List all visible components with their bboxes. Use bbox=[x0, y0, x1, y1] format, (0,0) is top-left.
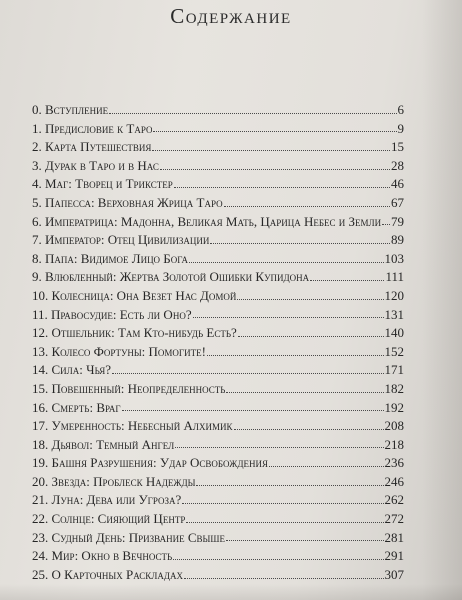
toc-entry bbox=[32, 287, 404, 306]
toc-entry-page-number: 171 bbox=[384, 362, 404, 378]
toc-entry-page-number: 246 bbox=[384, 473, 404, 489]
toc-entry-title: 22. Солнце: Сияющий Центр bbox=[32, 511, 186, 527]
toc-entry-title: 5. Папесса: Верховная Жрица Таро bbox=[32, 194, 223, 210]
toc-entry-title: 23. Судный День: Призвание Свыше bbox=[32, 529, 225, 545]
toc-entry-title: 19. Башня Разрушения: Удар Освобождения bbox=[32, 455, 268, 471]
page-edge-shadow bbox=[422, 0, 462, 600]
dot-leader bbox=[238, 336, 384, 337]
toc-entry bbox=[32, 491, 404, 510]
toc-entry-page-number: 6 bbox=[397, 102, 404, 117]
dot-leader bbox=[234, 429, 384, 430]
toc-entry bbox=[32, 175, 404, 194]
toc-entry-page-number: 208 bbox=[384, 418, 404, 434]
toc-entry bbox=[32, 324, 404, 343]
dot-leader bbox=[226, 540, 384, 541]
toc-entry-title: 8. Папа: Видимое Лицо Бога bbox=[32, 250, 188, 266]
toc-entry-page-number: 182 bbox=[384, 380, 404, 396]
toc-entry-title: 1. Предисловие к Таро bbox=[32, 120, 153, 136]
toc-entry-title: 3. Дурак в Таро и в Нас bbox=[32, 157, 159, 173]
toc-entry bbox=[32, 529, 404, 548]
toc-entry-page-number: 262 bbox=[384, 492, 404, 508]
dot-leader bbox=[237, 299, 383, 300]
toc-heading: Содержание bbox=[170, 4, 292, 28]
dot-leader bbox=[160, 169, 390, 170]
dot-leader bbox=[174, 187, 390, 188]
toc-entry bbox=[32, 547, 404, 566]
toc-entry-page-number: 79 bbox=[391, 213, 404, 229]
toc-entry-page-number: 89 bbox=[391, 232, 404, 248]
toc-entry-title: 24. Мир: Окно в Вечность bbox=[32, 548, 173, 564]
toc-entry-page-number: 9 bbox=[397, 120, 404, 136]
dot-leader bbox=[224, 206, 390, 207]
toc-entry-title: 13. Колесо Фортуны: Помогите! bbox=[32, 343, 206, 359]
dot-leader bbox=[182, 503, 383, 504]
toc-entry bbox=[32, 157, 404, 176]
toc-entry-page-number: 218 bbox=[384, 436, 404, 452]
toc-entry-page-number: 103 bbox=[384, 250, 404, 266]
toc-entry bbox=[32, 510, 404, 529]
dot-leader bbox=[210, 243, 390, 244]
toc-entry-title: 16. Смерть: Враг bbox=[32, 399, 121, 415]
toc-entry-page-number: 307 bbox=[384, 566, 404, 582]
toc-entry bbox=[32, 101, 404, 120]
toc-entry-title: 17. Умеренность: Небесный Алхимик bbox=[32, 418, 233, 434]
toc-entry-title: 25. О Карточных Раскладах bbox=[32, 566, 184, 582]
toc-entry bbox=[32, 566, 404, 585]
toc-entry-title: 12. Отшельник: Там Кто-нибудь Есть? bbox=[32, 325, 237, 341]
dot-leader bbox=[310, 280, 384, 281]
toc-entry bbox=[32, 473, 404, 492]
toc-entry-title: 14. Сила: Чья? bbox=[32, 362, 112, 378]
toc-entry-title: 10. Колесница: Она Везет Нас Домой bbox=[32, 287, 237, 303]
toc-entry bbox=[32, 120, 404, 139]
toc-entry-page-number: 272 bbox=[384, 511, 404, 527]
page-bottom-shadow bbox=[0, 584, 462, 600]
dot-leader bbox=[186, 522, 383, 523]
toc-entry bbox=[32, 306, 404, 325]
toc-entry-title: 2. Карта Путешествия bbox=[32, 139, 152, 155]
toc-entry-title: 7. Император: Отец Цивилизации bbox=[32, 232, 210, 248]
dot-leader bbox=[153, 131, 396, 132]
table-of-contents bbox=[32, 101, 404, 584]
toc-entry bbox=[32, 194, 404, 213]
toc-entry-page-number: 152 bbox=[384, 343, 404, 359]
toc-entry-page-number: 131 bbox=[384, 306, 404, 322]
dot-leader bbox=[109, 113, 396, 114]
toc-entry-title: 18. Дьявол: Темный Ангел bbox=[32, 436, 175, 452]
toc-entry bbox=[32, 417, 404, 436]
toc-entry-page-number: 236 bbox=[384, 455, 404, 471]
toc-entry bbox=[32, 380, 404, 399]
toc-entry bbox=[32, 268, 404, 287]
toc-entry-page-number: 281 bbox=[384, 529, 404, 545]
toc-entry-title: 20. Звезда: Проблеск Надежды bbox=[32, 473, 196, 489]
toc-entry-title: 15. Повешенный: Неопределенность bbox=[32, 380, 226, 396]
toc-entry-page-number: 46 bbox=[391, 176, 404, 192]
dot-leader bbox=[152, 150, 390, 151]
dot-leader bbox=[196, 485, 383, 486]
toc-entry bbox=[32, 361, 404, 380]
dot-leader bbox=[207, 355, 384, 356]
toc-entry-page-number: 15 bbox=[391, 139, 404, 155]
toc-entry-page-number: 140 bbox=[384, 325, 404, 341]
dot-leader bbox=[122, 410, 384, 411]
toc-entry bbox=[32, 231, 404, 250]
toc-entry-page-number: 120 bbox=[384, 287, 404, 303]
toc-entry-page-number: 67 bbox=[391, 194, 404, 210]
toc-entry bbox=[32, 343, 404, 362]
toc-entry-title: 4. Маг: Творец и Трикстер bbox=[32, 176, 173, 192]
toc-entry-page-number: 192 bbox=[384, 399, 404, 415]
toc-entry-title: 21. Луна: Дева или Угроза? bbox=[32, 492, 182, 508]
toc-entry-title: 0. Вступление bbox=[32, 102, 109, 117]
toc-entry bbox=[32, 213, 404, 232]
toc-entry-title: 6. Императрица: Мадонна, Великая Мать, Царица Небес и Земли bbox=[32, 213, 382, 229]
toc-entry bbox=[32, 454, 404, 473]
toc-entry-title: 11. Правосудие: Есть ли Оно? bbox=[32, 306, 192, 322]
dot-leader bbox=[189, 262, 384, 263]
toc-entry-page-number: 291 bbox=[384, 548, 404, 564]
dot-leader bbox=[112, 373, 383, 374]
dot-leader bbox=[175, 447, 383, 448]
toc-entry bbox=[32, 138, 404, 157]
dot-leader bbox=[173, 559, 383, 560]
dot-leader bbox=[382, 224, 390, 225]
toc-entry-title: 9. Влюбленный: Жертва Золотой Ошибки Купидона bbox=[32, 269, 310, 285]
toc-entry bbox=[32, 250, 404, 269]
toc-entry bbox=[32, 399, 404, 418]
dot-leader bbox=[269, 466, 384, 467]
dot-leader bbox=[193, 317, 384, 318]
toc-entry bbox=[32, 436, 404, 455]
toc-entry-page-number: 111 bbox=[385, 269, 404, 285]
dot-leader bbox=[226, 392, 383, 393]
dot-leader bbox=[184, 578, 383, 579]
toc-entry-page-number: 28 bbox=[391, 157, 404, 173]
